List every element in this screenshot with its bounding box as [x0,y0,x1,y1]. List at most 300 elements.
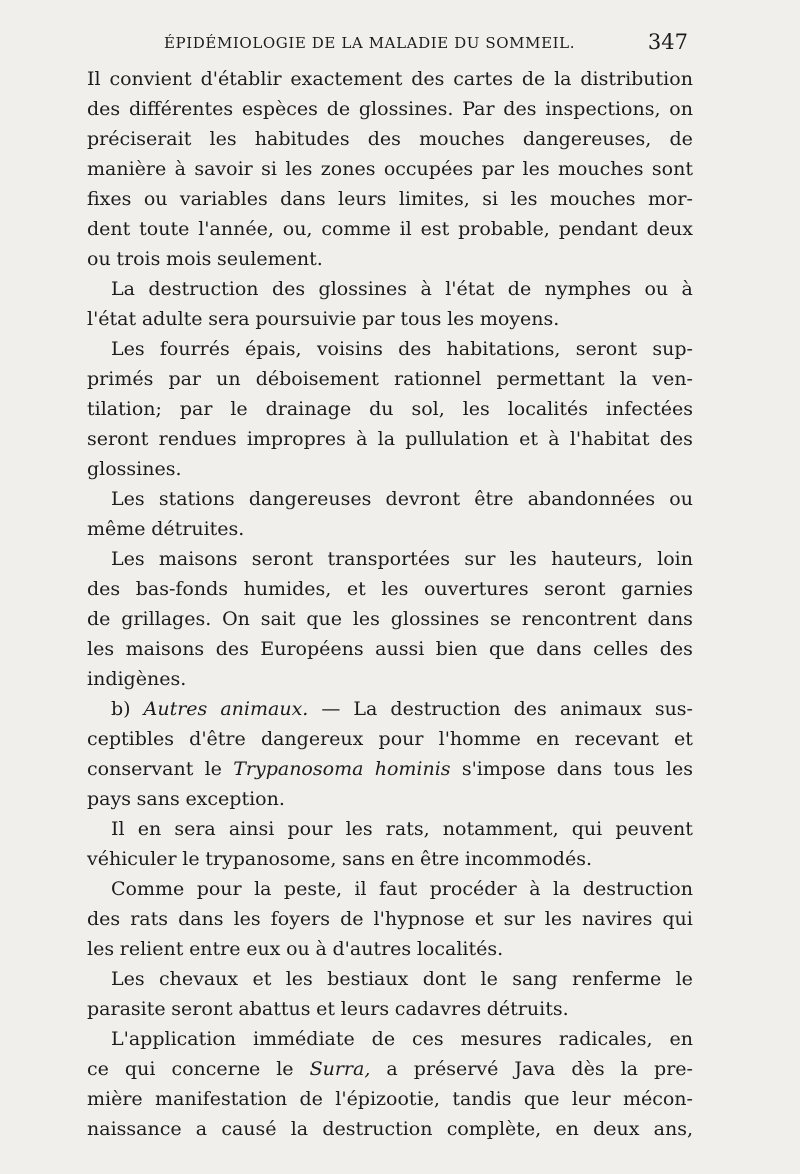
word: des [659,638,693,660]
text-line [87,1114,693,1144]
word: mière [87,1088,143,1110]
word: des [367,128,401,150]
word: mouches [557,158,644,180]
word: du [369,398,394,420]
text-line [87,154,693,184]
word: dans [280,188,326,210]
word: dangereuses, [522,128,652,150]
word: des [271,278,306,300]
word: les [285,158,313,180]
text-line [87,424,693,454]
word: les [233,908,261,930]
word: même [87,518,146,540]
word: indigènes. [87,668,187,690]
word: le [182,848,200,870]
word: ou [87,248,111,270]
word: mécon- [622,1088,693,1110]
word: d'être [189,728,246,750]
word: ou, [282,218,313,240]
word: fixes [87,188,132,210]
word: la [552,878,571,900]
word: trypanosome, [205,848,337,870]
word: convient [109,68,192,90]
word: des [411,68,445,90]
word: adulte [141,308,203,330]
word: ou [143,188,168,210]
word: toute [139,218,190,240]
word: les [381,578,409,600]
word: l'état [87,308,137,330]
word: détruites. [151,518,245,540]
word: sang [512,968,558,990]
word: rationnel [394,368,482,390]
word: habitations, [446,338,561,360]
word: pays [87,788,131,810]
word: fourrés [159,338,230,360]
word: à [681,278,693,300]
word: par [179,398,213,420]
word: abandonnées [527,488,656,510]
word: préservé [413,1058,499,1080]
word: il [354,878,367,900]
word: seulement. [217,248,323,270]
word: incommodés. [464,848,592,870]
word: garnies [621,578,693,600]
word: tandis [452,1088,512,1110]
word: par [362,308,395,330]
word: notamment, [442,818,559,840]
word: devront [385,488,461,510]
word: sur [503,908,535,930]
word: animaux. [220,698,309,720]
word: mouches [419,128,505,150]
word: On [222,608,250,630]
word: qui [571,818,603,840]
word: loin [657,548,693,570]
word: les [665,758,693,780]
word: sera [174,818,216,840]
word: des [659,428,693,450]
word: en [536,728,560,750]
word: espèces [241,98,318,120]
word: l'habitat [569,428,650,450]
word: ceptibles [87,728,174,750]
word: l'état [445,278,495,300]
word: seront [544,578,606,600]
word: manière [87,158,167,180]
word: ouvertures [423,578,529,600]
word: que [489,638,525,660]
word: habitudes [254,128,350,150]
word: par [481,158,515,180]
word: zones [320,158,376,180]
word: s'impose [461,758,546,780]
word: maisons [158,548,238,570]
text-line [87,124,693,154]
word: les [87,938,115,960]
page-number: 347 [647,30,688,54]
word: voisins [316,338,383,360]
word: en [669,1028,693,1050]
word: l'épizootie, [335,1088,440,1110]
word: nymphes [544,278,632,300]
word: parasite [87,998,166,1020]
text-line [87,334,693,364]
word: déboisement [255,368,379,390]
word: sait [260,608,296,630]
text-line [87,904,693,934]
word: et [346,578,366,600]
word: préciserait [87,128,192,150]
word: la [254,878,272,900]
word: pre- [654,1058,693,1080]
word: les [462,398,490,420]
word: poursuivie [255,308,357,330]
word: distribution [580,68,693,90]
word: comme [321,218,391,240]
word: ainsi [228,818,275,840]
word: rencontrent [521,608,637,630]
word: foyers [270,908,331,930]
word: sans [136,788,180,810]
word: de [340,908,364,930]
word: bestiaux [327,968,409,990]
word: L'application [111,1028,237,1050]
word: la [377,428,396,450]
word: drainage [265,398,352,420]
text-line [87,94,693,124]
word: a [195,1118,208,1140]
text-line [87,364,693,394]
word: sol, [411,398,445,420]
text-line [87,874,693,904]
word: Trypanosoma [233,758,364,780]
text-line [87,304,693,334]
word: celles [593,638,649,660]
word: conservant [87,758,194,780]
word: qui [124,1058,156,1080]
word: la [619,368,638,390]
word: glossines [318,278,408,300]
word: les [352,608,380,630]
word: des [87,578,121,600]
word: leurs [338,188,387,210]
word: seront [171,998,233,1020]
text-line [87,184,693,214]
word: en [390,848,415,870]
word: Il [87,68,101,90]
word: sus- [654,698,693,720]
word: permettant [496,368,605,390]
word: exactement [290,68,403,90]
word: variables [179,188,268,210]
word: le [276,1058,294,1080]
text-line [87,244,693,274]
word: probable, [458,218,550,240]
word: le [204,758,222,780]
word: complète, [446,1118,542,1140]
word: dangereux [260,728,364,750]
word: de [299,1088,323,1110]
word: bien [435,638,478,660]
word: causé [221,1118,277,1140]
text-line [87,1084,693,1114]
word: tous [613,758,655,780]
text-line [87,814,693,844]
word: impropres [246,428,346,450]
word: le [675,968,693,990]
word: des [87,98,121,120]
word: Autres [143,698,208,720]
word: destruction [322,1118,433,1140]
text-line [87,574,693,604]
word: radicales, [558,1028,653,1050]
word: cartes [453,68,513,90]
word: recevant [574,728,659,750]
word: inspections, [545,98,661,120]
word: pour [378,728,424,750]
word: dont [422,968,467,990]
word: d'autres [332,938,412,960]
word: destruction [390,698,501,720]
word: la [554,68,572,90]
word: deux [593,1118,640,1140]
text-line [87,1024,693,1054]
word: des [215,638,249,660]
text-line [87,724,693,754]
word: à [356,428,368,450]
word: grillages. [121,608,212,630]
word: les [522,158,550,180]
word: seront [87,428,149,450]
word: l'homme [438,728,521,750]
word: à [420,278,432,300]
word: et [674,728,693,750]
word: à [315,938,327,960]
word: trois [116,248,161,270]
word: sans [342,848,386,870]
word: deux [646,218,693,240]
word: dès [571,1058,605,1080]
word: a [386,1058,398,1080]
word: Les [111,548,145,570]
word: sera [208,308,250,330]
word: abattus [238,998,311,1020]
word: par [168,368,202,390]
text-line [87,544,693,574]
word: on [669,98,693,120]
word: de [87,608,111,630]
word: il [399,218,412,240]
word: de [507,278,532,300]
word: à [174,158,186,180]
word: peuvent [615,818,693,840]
word: glossines. [87,458,182,480]
word: dans [647,608,693,630]
word: l'hypnose [373,908,465,930]
text-line [87,934,693,964]
word: relient [119,938,184,960]
word: d'établir [200,68,282,90]
word: le [230,398,248,420]
word: pullulation [405,428,509,450]
word: véhiculer [87,848,177,870]
word: dans [556,758,603,780]
word: Java [514,1058,556,1080]
word: les [544,908,572,930]
word: ven- [652,368,693,390]
word: les [87,638,115,660]
word: des [398,338,432,360]
word: différentes [128,98,234,120]
word: navires [581,908,653,930]
word: ou [644,278,669,300]
word: l'année, [198,218,274,240]
word: glossines [390,608,480,630]
word: pour [287,818,333,840]
text-line [87,964,693,994]
word: localités [507,398,588,420]
word: faut [379,878,418,900]
word: savoir [194,158,253,180]
word: si [261,158,277,180]
word: rats [130,908,169,930]
word: la [290,1118,309,1140]
word: et [252,968,272,990]
word: ces [412,1028,444,1050]
word: ou [286,938,310,960]
word: tous [400,308,442,330]
text-line [87,394,693,424]
word: eux [246,938,281,960]
word: Les [111,968,145,990]
word: naissance [87,1118,182,1140]
word: et [519,428,539,450]
word: être [420,848,460,870]
word: pendant [558,218,638,240]
text-line [87,664,693,694]
word: hominis [374,758,451,780]
word: stations [158,488,235,510]
word: en [137,818,162,840]
running-title: ÉPIDÉMIOLOGIE DE LA MALADIE DU SOMMEIL. [164,34,576,52]
word: ce [87,1058,109,1080]
word: que [306,608,343,630]
word: tilation; [87,398,162,420]
word: les [510,188,538,210]
word: Les [111,338,145,360]
word: limites, [398,188,470,210]
word: rats, [385,818,430,840]
text-line [87,514,693,544]
word: mouches [549,188,636,210]
word: être [474,488,514,510]
text-line [87,454,693,484]
word: leurs [340,998,390,1020]
word: dangereuses [248,488,372,510]
word: sur [464,548,496,570]
word: Par [462,98,495,120]
word: les [447,308,475,330]
text-line [87,274,693,304]
word: sup- [652,338,693,360]
word: — [321,698,341,720]
word: bas-fonds [135,578,229,600]
word: renferme [572,968,662,990]
word: est [420,218,450,240]
text-line [87,694,693,724]
word: Les [111,488,145,510]
word: leur [571,1088,611,1110]
word: et [474,908,494,930]
word: aussi [375,638,425,660]
word: dent [87,218,131,240]
word: La [353,698,378,720]
word: manifestation [155,1088,288,1110]
word: dans [178,908,224,930]
text-line [87,484,693,514]
word: les [345,818,373,840]
word: b) [111,698,131,720]
word: que [523,1088,560,1110]
text-line [87,64,693,94]
word: animaux [559,698,642,720]
word: localités. [416,938,504,960]
word: ans, [653,1118,693,1140]
word: à [529,878,541,900]
word: mesures [460,1028,542,1050]
word: épais, [244,338,302,360]
word: se [490,608,512,630]
word: les [509,548,537,570]
word: primés [87,368,154,390]
text-line [87,214,693,244]
word: moyens. [479,308,560,330]
word: ou [669,488,693,510]
word: immédiate [252,1028,355,1050]
word: occupées [383,158,474,180]
word: pour [196,878,242,900]
word: des [503,98,537,120]
word: rendues [158,428,237,450]
word: transportées [327,548,451,570]
word: des [513,698,547,720]
word: seront [575,338,638,360]
text-line [87,1054,693,1084]
word: seront [251,548,314,570]
body-text [87,64,693,1144]
word: destruction [582,878,693,900]
word: le [480,968,498,990]
word: de [669,128,693,150]
word: mois [166,248,212,270]
word: des [87,908,121,930]
word: chevaux [158,968,239,990]
word: dans [536,638,582,660]
text-line [87,994,693,1024]
word: peste, [283,878,342,900]
word: qui [662,908,693,930]
word: en [555,1118,579,1140]
word: Comme [111,878,185,900]
word: maisons [125,638,205,660]
word: Il [111,818,125,840]
word: entre [189,938,241,960]
word: de [371,1028,396,1050]
word: concerne [171,1058,261,1080]
word: infectées [605,398,693,420]
running-head [88,30,692,60]
